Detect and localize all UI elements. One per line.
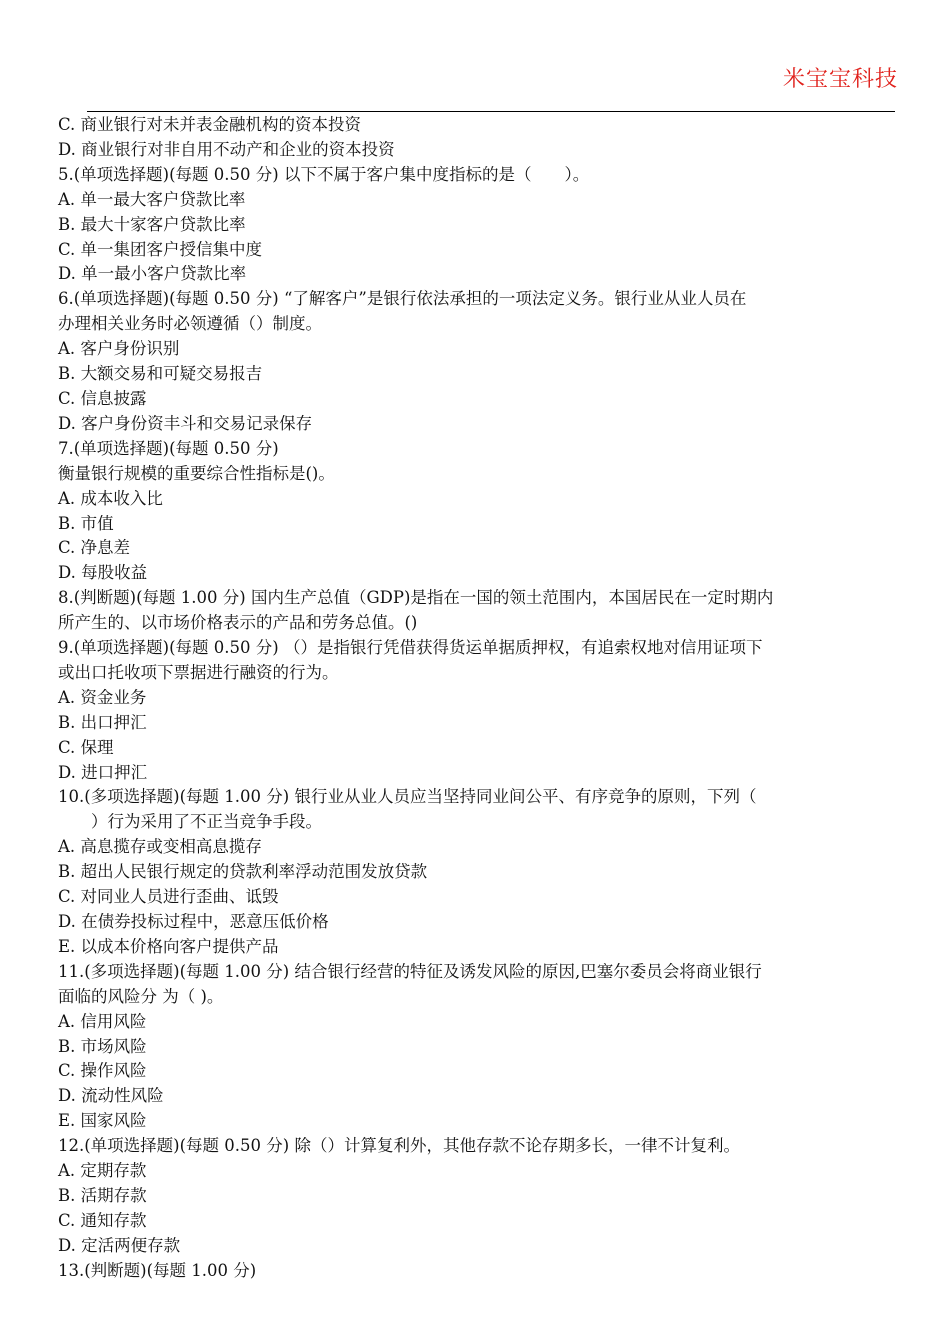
text-line: B. 市场风险 <box>58 1036 147 1056</box>
text-line: C. 保理 <box>58 737 114 757</box>
text-line: 7.(单项选择题)(每题 0.50 分) <box>58 438 279 458</box>
text-line: C. 操作风险 <box>58 1061 147 1081</box>
text-line: C. 单一集团客户授信集中度 <box>58 239 263 259</box>
text-line: B. 大额交易和可疑交易报吉 <box>58 364 263 384</box>
text-line: B. 出口押汇 <box>58 712 147 732</box>
text-line: 6.(单项选择题)(每题 0.50 分) “了解客户”是银行依法承担的一项法定义务。银行业从业人员在 <box>58 289 747 309</box>
text-line: D. 进口押汇 <box>58 762 148 782</box>
text-line: C. 对同业人员进行歪曲、诋毁 <box>58 887 279 907</box>
text-line: C. 净息差 <box>58 538 131 558</box>
text-line: 办理相关业务时必领遵循（）制度。 <box>58 314 322 334</box>
text-line: 8.(判断题)(每题 1.00 分) 国内生产总值（GDP)是指在一国的领土范围内，本国居民在一定时期内 <box>58 588 774 608</box>
text-line: D. 单一最小客户贷款比率 <box>58 264 247 284</box>
header-rule <box>87 111 895 112</box>
text-line: 10.(多项选择题)(每题 1.00 分) 银行业从业人员应当坚持同业间公平、有序竞争的原则，下列（ <box>58 787 757 807</box>
text-line: C. 信息披露 <box>58 388 147 408</box>
text-line: A. 客户身份识别 <box>58 339 180 359</box>
text-line: A. 成本收入比 <box>58 488 163 508</box>
text-line: B. 超出人民银行规定的贷款利率浮动范围发放贷款 <box>58 862 428 882</box>
brand-logo-text: 米宝宝科技 <box>782 67 898 92</box>
text-line: D. 定活两便存款 <box>58 1235 181 1255</box>
text-line: 所产生的、以市场价格表示的产品和劳务总值。() <box>58 613 418 633</box>
document-body <box>58 113 893 1284</box>
text-line: 11.(多项选择题)(每题 1.00 分) 结合银行经营的特征及诱发风险的原因,巴塞尔委员会将商业银行 <box>58 961 762 981</box>
text-line: 9.(单项选择题)(每题 0.50 分) （）是指银行凭借获得货运单据质押权，有追索权地对信用证项下 <box>58 638 763 658</box>
text-line: 或出口托收项下票据进行融资的行为。 <box>58 662 339 682</box>
text-line: A. 高息揽存或变相高息揽存 <box>58 837 262 857</box>
text-line: C. 商业银行对未并表金融机构的资本投资 <box>58 115 362 134</box>
text-line: B. 活期存款 <box>58 1185 147 1205</box>
text-line: A. 信用风险 <box>58 1011 147 1031</box>
text-line: E. 国家风险 <box>58 1111 147 1131</box>
text-line: B. 市值 <box>58 513 114 533</box>
text-line: 衡量银行规模的重要综合性指标是()。 <box>58 463 335 483</box>
text-line: A. 资金业务 <box>58 687 147 707</box>
text-line: 13.(判断题)(每题 1.00 分) <box>58 1260 257 1280</box>
text-line: D. 客户身份资丰斗和交易记录保存 <box>58 413 313 433</box>
text-line: D. 在债券投标过程中，恶意压低价格 <box>58 912 329 931</box>
text-line: D. 流动性风险 <box>58 1086 164 1106</box>
text-line: A. 定期存款 <box>58 1161 147 1181</box>
text-line: 12.(单项选择题)(每题 0.50 分) 除（）计算复利外，其他存款不论存期多长，一律不计复利。 <box>58 1136 740 1156</box>
text-line: E. 以成本价格向客户提供产品 <box>58 936 279 956</box>
text-line: 5.(单项选择题)(每题 0.50 分) 以下不属于客户集中度指标的是（ ）。 <box>58 164 590 184</box>
text-line: 面临的风险分 为（ )。 <box>58 986 224 1006</box>
text-line: D. 商业银行对非自用不动产和企业的资本投资 <box>58 139 395 159</box>
text-line: A. 单一最大客户贷款比率 <box>58 189 246 209</box>
text-line: C. 通知存款 <box>58 1210 147 1230</box>
text-line: B. 最大十家客户贷款比率 <box>58 214 246 234</box>
text-line: ）行为采用了不正当竞争手段。 <box>58 812 322 832</box>
text-line: D. 每股收益 <box>58 563 148 583</box>
